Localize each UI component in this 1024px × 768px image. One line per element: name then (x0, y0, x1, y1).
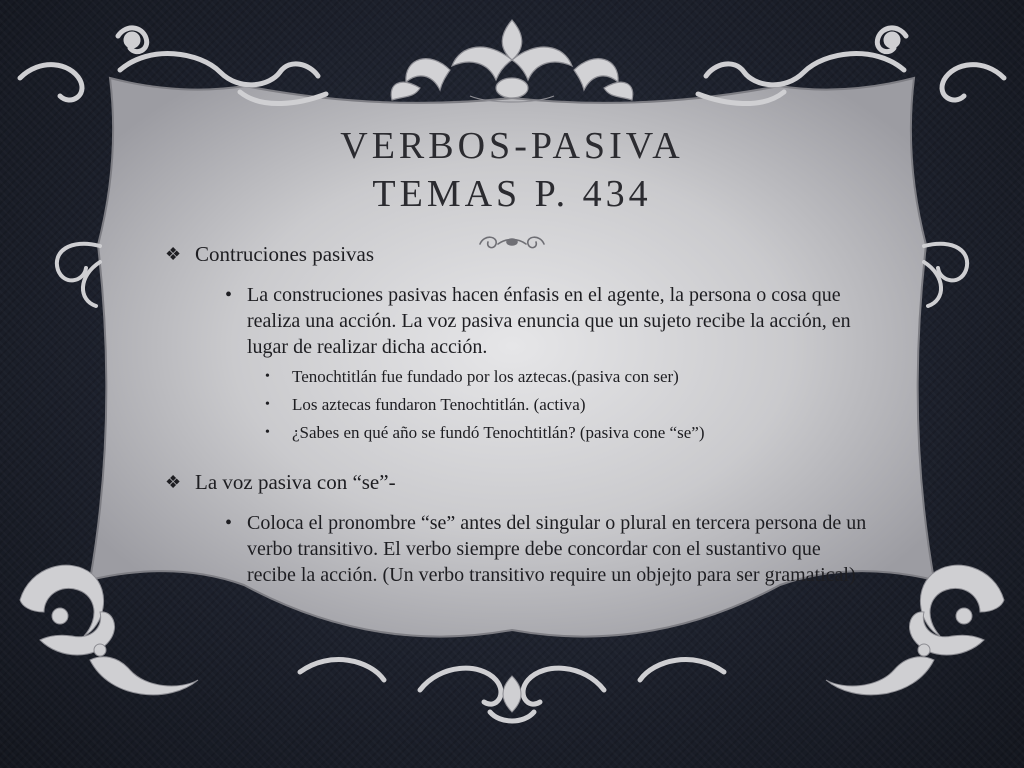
bullet-text: Contruciones pasivas (195, 242, 375, 266)
example-item (265, 366, 865, 388)
sub-bullet-definition (225, 282, 867, 360)
slide-content (165, 240, 865, 588)
example-text: Los aztecas fundaron Tenochtitlán. (activa) (292, 395, 586, 414)
top-crest-ornament (391, 20, 633, 102)
bullet-text: La voz pasiva con “se”- (195, 470, 396, 494)
diamond-bullet-icon: ❖ (165, 472, 182, 492)
example-item (265, 422, 865, 444)
dot-bullet-icon: • (265, 369, 270, 384)
bottom-center-crest (503, 676, 521, 712)
title-line-1: VERBOS-PASIVA (340, 125, 684, 167)
dot-bullet-icon: • (265, 425, 270, 440)
diamond-bullet-icon: ❖ (165, 244, 182, 264)
sub-bullet-text: Coloca el pronombre “se” antes del singular o plural en tercera persona de un verbo transitivo. El verbo siempre debe concordar con el sustantivo que recibe la acción. (Un verbo transitivo require un objejto para ser gramatical) (247, 512, 867, 586)
right-side-ornament (924, 244, 967, 306)
title-line-2: TEMAS P. 434 (372, 173, 652, 215)
dot-bullet-icon: • (265, 397, 270, 412)
sub-bullet-text: La construciones pasivas hacen énfasis en el agente, la persona o cosa que realiza una acción. La voz pasiva enuncia que un sujeto recibe la acción, en lugar de realizar dicha acción. (247, 284, 851, 358)
example-item (265, 394, 865, 416)
dot-bullet-icon: • (225, 512, 233, 534)
example-text: Tenochtitlán fue fundado por los aztecas.(pasiva con ser) (292, 367, 679, 386)
example-text: ¿Sabes en qué año se fundó Tenochtitlán? (pasiva cone “se”) (292, 423, 705, 442)
bullet-voz-pasiva-se (165, 468, 865, 496)
left-side-ornament (57, 244, 100, 306)
dot-bullet-icon: • (225, 284, 233, 306)
sub-bullet-se-rule (225, 510, 867, 588)
slide-title (212, 122, 812, 218)
bullet-contruciones-pasivas (165, 240, 865, 268)
